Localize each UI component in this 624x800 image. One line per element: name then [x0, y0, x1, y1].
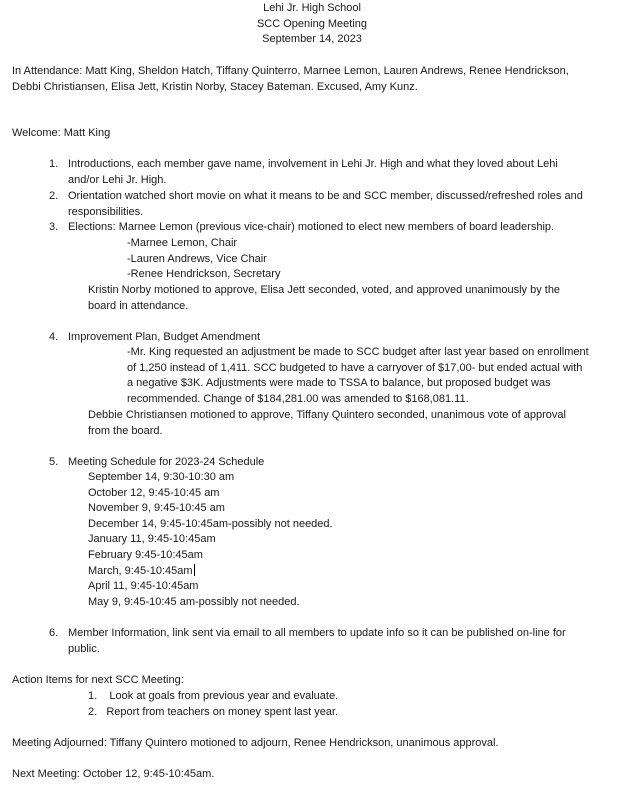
budget-detail: [127, 345, 589, 407]
item-line: and/or Lehi Jr. High.: [68, 173, 167, 186]
item-line: Meeting Schedule for 2023-24 Schedule: [68, 456, 265, 468]
meeting-title: SCC Opening Meeting: [256, 17, 368, 30]
schedule-entry: May 9, 9:45-10:45 am-possibly not needed.: [88, 595, 300, 608]
next-meeting: Next Meeting: October 12, 9:45-10:45am.: [12, 768, 215, 780]
item-line: Elections: Marnee Lemon (previous vice-chair) motioned to elect new members of board leadership.: [68, 221, 555, 233]
detail-line: -Mr. King requested an adjustment be made to SCC budget after last year based on enrollment: [127, 346, 589, 358]
item-number: 4.: [49, 331, 59, 343]
item-text: [68, 157, 616, 188]
meeting-schedule-list: [88, 470, 333, 610]
action-item-text: Report from teachers on money spent last year.: [106, 705, 339, 718]
action-item-number: 1.: [88, 690, 98, 702]
action-item: [88, 689, 338, 705]
officer-chair: -Marnee Lemon, Chair: [127, 237, 238, 249]
schedule-entry: January 11, 9:45-10:45am: [88, 533, 216, 546]
item-line: Orientation watched short movie on what it means to be and SCC member, discussed/refreshed roles and: [68, 190, 583, 202]
item-number: 2.: [49, 190, 59, 202]
motion-line: Kristin Norby motioned to approve, Elisa Jett seconded, voted, and approved unanimously by the: [88, 284, 561, 296]
budget-motion: [88, 408, 566, 439]
meeting-date: September 14, 2023: [262, 33, 362, 46]
attendance-line: In Attendance: Matt King, Sheldon Hatch, Tiffany Quinterro, Marnee Lemon, Lauren Andrews, Renee Hendrickson,: [12, 65, 569, 77]
item-line: Member Information, link sent via email to all members to update info so it can be published on-line for: [68, 627, 566, 639]
action-item-number: 2.: [88, 705, 98, 718]
motion-line: from the board.: [88, 424, 163, 437]
officer-list: [127, 236, 280, 283]
item-number: 1.: [49, 158, 59, 170]
attendance-line: Debbi Christiansen, Elisa Jett, Kristin Norby, Stacey Bateman. Excused, Amy Kunz.: [12, 80, 418, 93]
action-items-heading: Action Items for next SCC Meeting:: [12, 674, 184, 686]
attendance-paragraph: [12, 64, 569, 95]
item-line: public.: [68, 642, 100, 655]
welcome-line: Welcome: Matt King: [12, 127, 111, 139]
item-text: [68, 626, 616, 657]
motion-line: board in attendance.: [88, 299, 189, 312]
schedule-entry: November 9, 9:45-10:45 am: [88, 502, 225, 515]
item-line: Introductions, each member gave name, involvement in Lehi Jr. High and what they loved about Lehi: [68, 158, 558, 170]
schedule-entry: December 14, 9:45-10:45am-possibly not needed.: [88, 517, 333, 530]
meeting-adjourned: Meeting Adjourned: Tiffany Quintero motioned to adjourn, Renee Hendrickson, unanimous approval.: [12, 737, 499, 749]
item-text: [68, 330, 616, 346]
schedule-entry: April 11, 9:45-10:45am: [88, 580, 199, 593]
motion-line: Debbie Christiansen motioned to approve, Tiffany Quintero seconded, unanimous vote of approval: [88, 409, 566, 421]
officer-vice-chair: -Lauren Andrews, Vice Chair: [127, 252, 267, 265]
text-cursor: [194, 564, 195, 576]
schedule-entry: September 14, 9:30-10:30 am: [88, 471, 235, 483]
action-item-text: Look at goals from previous year and evaluate.: [109, 690, 339, 702]
item-line: responsibilities.: [68, 205, 144, 218]
item-number: 3.: [49, 221, 59, 233]
schedule-entry: February 9:45-10:45am: [88, 548, 203, 561]
detail-line: recommended. Change of $184,281.00 was amended to $168,081.11.: [127, 392, 469, 405]
election-motion: [88, 283, 560, 314]
item-text: [68, 189, 616, 220]
schedule-entry-with-cursor[interactable]: [88, 564, 333, 580]
schedule-entry-text: March, 9:45-10:45am: [88, 564, 193, 577]
school-name: Lehi Jr. High School: [263, 2, 361, 14]
item-text: [68, 220, 616, 236]
document-header: [0, 1, 624, 48]
action-items-list: [88, 689, 338, 720]
schedule-entry: October 12, 9:45-10:45 am: [88, 486, 220, 499]
detail-line: a negative $3K. Adjustments were made to TSSA to balance, but proposed budget was: [127, 377, 551, 390]
action-item: [88, 705, 338, 721]
item-text: [68, 455, 616, 471]
item-number: 6.: [49, 627, 59, 639]
item-number: 5.: [49, 456, 59, 468]
detail-line: of 1,250 instead of 1,411. SCC budgeted to have a carryover of $17,00- but ended actual with: [127, 361, 583, 374]
item-line: Improvement Plan, Budget Amendment: [68, 331, 260, 343]
officer-secretary: -Renee Hendrickson, Secretary: [127, 268, 281, 281]
